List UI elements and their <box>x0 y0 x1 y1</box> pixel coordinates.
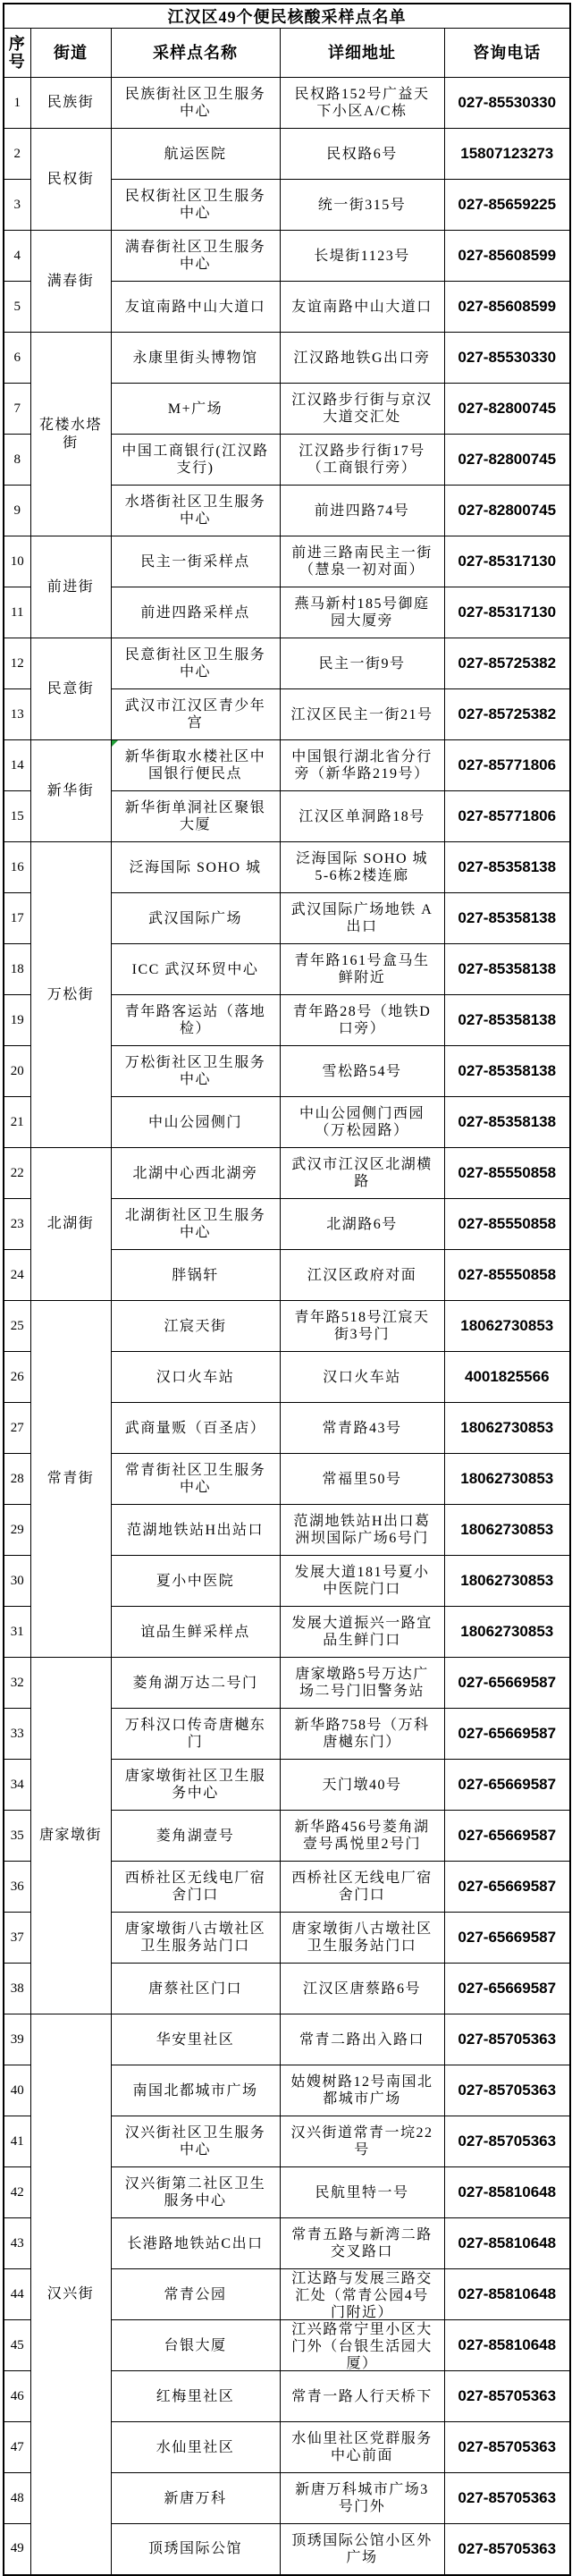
site-address: 发展大道振兴一路宜品生鲜门口 <box>280 1607 444 1658</box>
site-address: 雪松路54号 <box>280 1046 444 1097</box>
site-address: 江汉区民主一街21号 <box>280 689 444 740</box>
site-address: 姑嫂树路12号南国北都城市广场 <box>280 2065 444 2116</box>
site-name: 汉口火车站 <box>111 1352 280 1403</box>
site-address: 新唐万科城市广场3号门外 <box>280 2473 444 2524</box>
table-row <box>4 842 570 893</box>
site-phone: 027-85358138 <box>444 1097 570 1148</box>
serial-number: 41 <box>4 2116 30 2167</box>
site-phone: 027-85725382 <box>444 689 570 740</box>
site-name: 常青公园 <box>111 2269 280 2320</box>
serial-number: 6 <box>4 333 30 384</box>
site-phone: 027-65669587 <box>444 1811 570 1862</box>
site-name: 万科汉口传奇唐樾东门 <box>111 1709 280 1760</box>
site-address: 汉兴街道常青一垸22号 <box>280 2116 444 2167</box>
serial-number: 13 <box>4 689 30 740</box>
site-phone: 027-85358138 <box>444 842 570 893</box>
serial-number: 5 <box>4 282 30 333</box>
site-address: 江汉区政府对面 <box>280 1250 444 1301</box>
site-address: 武汉市江汉区北湖横路 <box>280 1148 444 1199</box>
site-phone: 027-65669587 <box>444 1964 570 2014</box>
site-phone: 027-82800745 <box>444 486 570 536</box>
serial-number: 8 <box>4 435 30 486</box>
serial-number: 22 <box>4 1148 30 1199</box>
site-phone: 027-85358138 <box>444 995 570 1046</box>
site-name: 红梅里社区 <box>111 2371 280 2422</box>
serial-number: 12 <box>4 638 30 689</box>
site-address: 范湖地铁站H出口葛洲坝国际广场6号门 <box>280 1505 444 1556</box>
serial-number: 23 <box>4 1199 30 1250</box>
table-header-row <box>4 29 570 78</box>
site-name: 满春街社区卫生服务中心 <box>111 231 280 282</box>
table-row <box>4 1148 570 1199</box>
site-phone: 027-65669587 <box>444 1760 570 1811</box>
site-phone: 027-85530330 <box>444 78 570 129</box>
site-name: 唐蔡社区门口 <box>111 1964 280 2014</box>
serial-number: 28 <box>4 1454 30 1505</box>
site-name: 新华街取水楼社区中国银行便民点 <box>111 740 280 791</box>
site-name: M+广场 <box>111 384 280 435</box>
site-phone: 027-85659225 <box>444 180 570 231</box>
site-address: 中国银行湖北省分行旁（新华路219号） <box>280 740 444 791</box>
site-name: 武汉国际广场 <box>111 893 280 944</box>
site-name: 唐家墩街八古墩社区卫生服务站门口 <box>111 1913 280 1964</box>
site-name: 谊品生鲜采样点 <box>111 1607 280 1658</box>
street-name: 常青街 <box>30 1301 111 1658</box>
site-name: 江宸天街 <box>111 1301 280 1352</box>
site-name: 武商量贩（百圣店） <box>111 1403 280 1454</box>
site-phone: 027-85550858 <box>444 1199 570 1250</box>
site-name: 夏小中医院 <box>111 1556 280 1607</box>
site-name: 菱角湖壹号 <box>111 1811 280 1862</box>
site-address: 水仙里社区党群服务中心前面 <box>280 2422 444 2473</box>
site-name: 西桥社区无线电厂宿舍门口 <box>111 1862 280 1913</box>
site-name: 万松街社区卫生服务中心 <box>111 1046 280 1097</box>
site-address: 燕马新村185号御庭园大厦旁 <box>280 587 444 638</box>
street-name: 北湖街 <box>30 1148 111 1301</box>
serial-number: 37 <box>4 1913 30 1964</box>
site-address: 江汉区单洞路18号 <box>280 791 444 842</box>
header-serial: 序号 <box>4 29 30 78</box>
site-name: 泛海国际 SOHO 城 <box>111 842 280 893</box>
street-name: 满春街 <box>30 231 111 333</box>
site-address: 前进三路南民主一街（慧泉一初对面） <box>280 536 444 587</box>
header-phone: 咨询电话 <box>444 29 570 78</box>
serial-number: 29 <box>4 1505 30 1556</box>
site-name: 北湖街社区卫生服务中心 <box>111 1199 280 1250</box>
street-name: 汉兴街 <box>30 2014 111 2575</box>
street-name: 新华街 <box>30 740 111 842</box>
header-street: 街道 <box>30 29 111 78</box>
serial-number: 9 <box>4 486 30 536</box>
site-phone: 027-82800745 <box>444 384 570 435</box>
site-address: 统一街315号 <box>280 180 444 231</box>
site-phone: 18062730853 <box>444 1505 570 1556</box>
street-name: 前进街 <box>30 536 111 638</box>
serial-number: 25 <box>4 1301 30 1352</box>
site-name: 顶琇国际公馆 <box>111 2524 280 2575</box>
street-name: 花楼水塔街 <box>30 333 111 536</box>
table-row <box>4 536 570 587</box>
site-address: 泛海国际 SOHO 城5-6栋2楼连廊 <box>280 842 444 893</box>
site-name: 民主一街采样点 <box>111 536 280 587</box>
site-address: 青年路518号江宸天街3号门 <box>280 1301 444 1352</box>
site-address: 江汉路步行街17号（工商银行旁） <box>280 435 444 486</box>
site-phone: 18062730853 <box>444 1301 570 1352</box>
site-phone: 027-85608599 <box>444 231 570 282</box>
site-name: 航运医院 <box>111 129 280 180</box>
table-row <box>4 2014 570 2065</box>
site-name: 前进四路采样点 <box>111 587 280 638</box>
site-address: 天门墩40号 <box>280 1760 444 1811</box>
site-phone: 027-85810648 <box>444 2167 570 2218</box>
site-phone: 18062730853 <box>444 1556 570 1607</box>
serial-number: 3 <box>4 180 30 231</box>
site-address: 常福里50号 <box>280 1454 444 1505</box>
site-phone: 18062730853 <box>444 1403 570 1454</box>
site-address: 发展大道181号夏小中医院门口 <box>280 1556 444 1607</box>
table-row <box>4 231 570 282</box>
site-name: 汉兴街第二社区卫生服务中心 <box>111 2167 280 2218</box>
table-row <box>4 1301 570 1352</box>
table-body <box>4 78 570 2575</box>
serial-number: 46 <box>4 2371 30 2422</box>
site-phone: 18062730853 <box>444 1607 570 1658</box>
site-phone: 027-85705363 <box>444 2116 570 2167</box>
site-phone: 15807123273 <box>444 129 570 180</box>
site-address: 新华路758号（万科唐樾东门） <box>280 1709 444 1760</box>
serial-number: 48 <box>4 2473 30 2524</box>
site-address: 北湖路6号 <box>280 1199 444 1250</box>
site-phone: 027-85810648 <box>444 2320 570 2371</box>
serial-number: 30 <box>4 1556 30 1607</box>
serial-number: 38 <box>4 1964 30 2014</box>
site-phone: 027-85358138 <box>444 944 570 995</box>
serial-number: 2 <box>4 129 30 180</box>
site-address: 新华路456号菱角湖壹号禹悦里2号门 <box>280 1811 444 1862</box>
site-phone: 027-85358138 <box>444 1046 570 1097</box>
table-row <box>4 638 570 689</box>
serial-number: 44 <box>4 2269 30 2320</box>
site-address: 民权路6号 <box>280 129 444 180</box>
site-name: 华安里社区 <box>111 2014 280 2065</box>
site-phone: 4001825566 <box>444 1352 570 1403</box>
site-name: 唐家墩街社区卫生服务中心 <box>111 1760 280 1811</box>
site-address: 常青路43号 <box>280 1403 444 1454</box>
site-phone: 027-65669587 <box>444 1709 570 1760</box>
site-name: ICC 武汉环贸中心 <box>111 944 280 995</box>
site-address: 青年路28号（地铁D口旁） <box>280 995 444 1046</box>
site-address: 顶琇国际公馆小区外广场 <box>280 2524 444 2575</box>
site-address: 江兴路常宁里小区大门外（台银生活园大厦） <box>280 2320 444 2371</box>
street-name: 民权街 <box>30 129 111 231</box>
header-site-name: 采样点名称 <box>111 29 280 78</box>
site-address: 江汉路步行街与京汉大道交汇处 <box>280 384 444 435</box>
serial-number: 42 <box>4 2167 30 2218</box>
site-phone: 027-85771806 <box>444 791 570 842</box>
table-row <box>4 129 570 180</box>
site-phone: 027-85705363 <box>444 2422 570 2473</box>
site-phone: 027-85810648 <box>444 2269 570 2320</box>
serial-number: 31 <box>4 1607 30 1658</box>
site-name: 常青街社区卫生服务中心 <box>111 1454 280 1505</box>
table-row <box>4 1658 570 1709</box>
serial-number: 16 <box>4 842 30 893</box>
table-row <box>4 78 570 129</box>
serial-number: 35 <box>4 1811 30 1862</box>
site-name: 民权街社区卫生服务中心 <box>111 180 280 231</box>
site-address: 武汉国际广场地铁 A出口 <box>280 893 444 944</box>
serial-number: 32 <box>4 1658 30 1709</box>
site-phone: 027-85317130 <box>444 587 570 638</box>
site-name: 水仙里社区 <box>111 2422 280 2473</box>
site-phone: 027-85771806 <box>444 740 570 791</box>
serial-number: 26 <box>4 1352 30 1403</box>
serial-number: 34 <box>4 1760 30 1811</box>
serial-number: 19 <box>4 995 30 1046</box>
serial-number: 10 <box>4 536 30 587</box>
site-phone: 027-85550858 <box>444 1250 570 1301</box>
serial-number: 43 <box>4 2218 30 2269</box>
site-phone: 027-85705363 <box>444 2524 570 2575</box>
site-address: 民航里特一号 <box>280 2167 444 2218</box>
site-name: 中山公园侧门 <box>111 1097 280 1148</box>
serial-number: 24 <box>4 1250 30 1301</box>
site-phone: 027-85530330 <box>444 333 570 384</box>
table-row <box>4 333 570 384</box>
site-name: 菱角湖万达二号门 <box>111 1658 280 1709</box>
serial-number: 27 <box>4 1403 30 1454</box>
serial-number: 20 <box>4 1046 30 1097</box>
serial-number: 1 <box>4 78 30 129</box>
site-phone: 027-85317130 <box>444 536 570 587</box>
site-address: 西桥社区无线电厂宿舍门口 <box>280 1862 444 1913</box>
comment-marker-icon <box>112 740 118 747</box>
serial-number: 18 <box>4 944 30 995</box>
site-address: 前进四路74号 <box>280 486 444 536</box>
site-phone: 027-85810648 <box>444 2218 570 2269</box>
site-phone: 027-85705363 <box>444 2371 570 2422</box>
site-phone: 027-85705363 <box>444 2014 570 2065</box>
site-address: 江达路与发展三路交汇处（常青公园4号门附近） <box>280 2269 444 2320</box>
site-name: 南国北都城市广场 <box>111 2065 280 2116</box>
serial-number: 11 <box>4 587 30 638</box>
site-name: 汉兴街社区卫生服务中心 <box>111 2116 280 2167</box>
serial-number: 7 <box>4 384 30 435</box>
site-name: 友谊南路中山大道口 <box>111 282 280 333</box>
site-address: 江汉路地铁G出口旁 <box>280 333 444 384</box>
serial-number: 45 <box>4 2320 30 2371</box>
serial-number: 40 <box>4 2065 30 2116</box>
site-address: 青年路161号盒马生鲜附近 <box>280 944 444 995</box>
site-address: 常青二路出入路口 <box>280 2014 444 2065</box>
serial-number: 17 <box>4 893 30 944</box>
site-name: 武汉市江汉区青少年宫 <box>111 689 280 740</box>
site-phone: 027-85358138 <box>444 893 570 944</box>
serial-number: 47 <box>4 2422 30 2473</box>
site-name: 民意街社区卫生服务中心 <box>111 638 280 689</box>
site-name: 新唐万科 <box>111 2473 280 2524</box>
site-phone: 027-65669587 <box>444 1913 570 1964</box>
site-phone: 027-85608599 <box>444 282 570 333</box>
serial-number: 49 <box>4 2524 30 2575</box>
site-address: 中山公园侧门西园（万松园路） <box>280 1097 444 1148</box>
site-name: 民族街社区卫生服务中心 <box>111 78 280 129</box>
site-address: 唐家墩街八古墩社区卫生服务站门口 <box>280 1913 444 1964</box>
site-name: 北湖中心西北湖旁 <box>111 1148 280 1199</box>
site-address: 长堤街1123号 <box>280 231 444 282</box>
serial-number: 36 <box>4 1862 30 1913</box>
site-name: 永康里街头博物馆 <box>111 333 280 384</box>
site-address: 民主一街9号 <box>280 638 444 689</box>
table-title: 江汉区49个便民核酸采样点名单 <box>4 4 570 29</box>
table-row <box>4 740 570 791</box>
serial-number: 39 <box>4 2014 30 2065</box>
sampling-points-table <box>3 3 571 2576</box>
serial-number: 21 <box>4 1097 30 1148</box>
site-phone: 027-82800745 <box>444 435 570 486</box>
site-phone: 027-85550858 <box>444 1148 570 1199</box>
street-name: 民意街 <box>30 638 111 740</box>
site-address: 民权路152号广益天下小区A/C栋 <box>280 78 444 129</box>
table-title-row <box>4 4 570 29</box>
street-name: 唐家墩街 <box>30 1658 111 2014</box>
site-address: 汉口火车站 <box>280 1352 444 1403</box>
site-name: 新华街单洞社区聚银大厦 <box>111 791 280 842</box>
site-name: 台银大厦 <box>111 2320 280 2371</box>
street-name: 万松街 <box>30 842 111 1148</box>
serial-number: 15 <box>4 791 30 842</box>
site-name: 长港路地铁站C出口 <box>111 2218 280 2269</box>
serial-number: 33 <box>4 1709 30 1760</box>
site-name: 水塔街社区卫生服务中心 <box>111 486 280 536</box>
site-address: 常青一路人行天桥下 <box>280 2371 444 2422</box>
site-name: 中国工商银行(江汉路支行) <box>111 435 280 486</box>
header-address: 详细地址 <box>280 29 444 78</box>
site-phone: 027-65669587 <box>444 1658 570 1709</box>
site-phone: 18062730853 <box>444 1454 570 1505</box>
site-address: 友谊南路中山大道口 <box>280 282 444 333</box>
site-address: 唐家墩路5号万达广场二号门旧警务站 <box>280 1658 444 1709</box>
site-phone: 027-65669587 <box>444 1862 570 1913</box>
site-phone: 027-85705363 <box>444 2065 570 2116</box>
serial-number: 4 <box>4 231 30 282</box>
street-name: 民族街 <box>30 78 111 129</box>
site-name: 青年路客运站（落地检） <box>111 995 280 1046</box>
site-phone: 027-85725382 <box>444 638 570 689</box>
site-name: 胖锅轩 <box>111 1250 280 1301</box>
site-phone: 027-85705363 <box>444 2473 570 2524</box>
site-address: 常青五路与新湾二路交叉路口 <box>280 2218 444 2269</box>
site-address: 江汉区唐蔡路6号 <box>280 1964 444 2014</box>
site-name: 范湖地铁站H出站口 <box>111 1505 280 1556</box>
serial-number: 14 <box>4 740 30 791</box>
